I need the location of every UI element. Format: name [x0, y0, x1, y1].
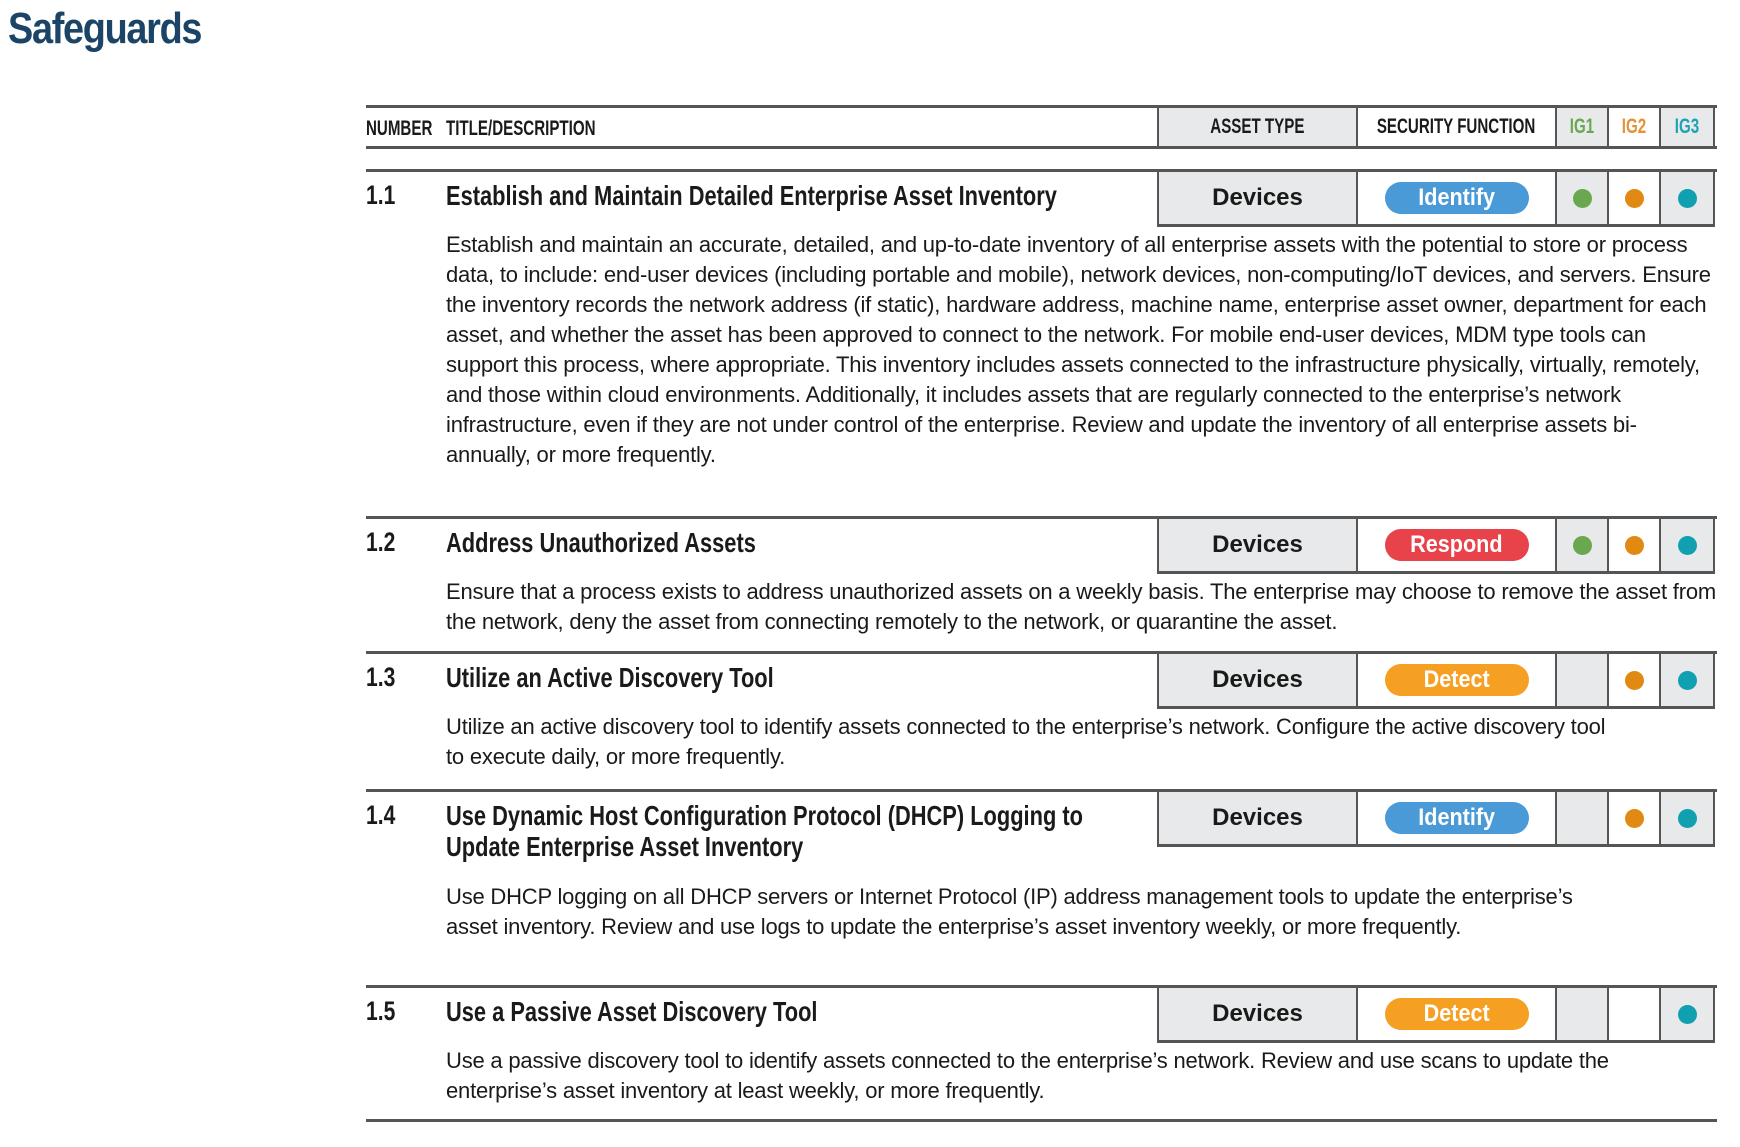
header-cells — [1157, 105, 1715, 149]
ig3-cell — [1661, 519, 1713, 571]
table-bottom-rule — [366, 1119, 1717, 1122]
security-function-cell — [1358, 519, 1557, 571]
header-ig2: IG2 — [1609, 108, 1661, 146]
ig2-dot-icon — [1625, 189, 1644, 208]
safeguard-description: Use DHCP logging on all DHCP servers or Internet Protocol (IP) address management tools to update the enterprise’s asset inventory. Review and use logs to update the enterprise’s asset inventory weekly, or more frequently. — [446, 884, 1573, 939]
ig2-cell — [1609, 792, 1661, 844]
identify-badge: Identify — [1385, 802, 1529, 834]
safeguard-title: Address Unauthorized Assets — [446, 527, 756, 558]
asset-type-cell: Devices — [1159, 519, 1358, 571]
safeguard-cells — [1157, 651, 1715, 709]
ig3-dot-icon — [1678, 189, 1697, 208]
page-title: Safeguards — [8, 4, 202, 53]
header-title-description: TITLE/DESCRIPTION — [446, 117, 596, 140]
ig1-cell — [1557, 988, 1609, 1040]
safeguard-cells — [1157, 985, 1715, 1043]
header-ig3: IG3 — [1661, 108, 1713, 146]
safeguard-number: 1.1 — [366, 180, 396, 210]
safeguard-description: Use a passive discovery tool to identify assets connected to the enterprise’s network. Review and use scans to update the enterprise’s asset inventory at least weekly, or more frequently. — [446, 1048, 1609, 1103]
safeguard-cells — [1157, 789, 1715, 847]
ig2-cell — [1609, 988, 1661, 1040]
safeguard-cells — [1157, 169, 1715, 227]
ig1-cell — [1557, 172, 1609, 224]
safeguard-number: 1.3 — [366, 662, 396, 692]
safeguard-number: 1.5 — [366, 996, 396, 1026]
security-function-cell — [1358, 792, 1557, 844]
header-ig1: IG1 — [1557, 108, 1609, 146]
ig2-dot-icon — [1625, 809, 1644, 828]
ig2-cell — [1609, 654, 1661, 706]
header-number: NUMBER — [366, 117, 433, 140]
safeguard-title: Use Dynamic Host Configuration Protocol (DHCP) Logging to Update Enterprise Asset Inventory — [446, 800, 1083, 862]
asset-type-cell: Devices — [1159, 988, 1358, 1040]
safeguard-title: Utilize an Active Discovery Tool — [446, 662, 774, 693]
ig1-cell — [1557, 792, 1609, 844]
security-function-cell — [1358, 988, 1557, 1040]
ig2-dot-icon — [1625, 536, 1644, 555]
detect-badge: Detect — [1385, 998, 1529, 1030]
ig3-dot-icon — [1678, 809, 1697, 828]
safeguards-table — [366, 105, 1717, 1103]
security-function-cell — [1358, 172, 1557, 224]
identify-badge: Identify — [1385, 182, 1529, 214]
safeguard-number: 1.2 — [366, 527, 396, 557]
ig1-cell — [1557, 654, 1609, 706]
safeguard-description: Ensure that a process exists to address unauthorized assets on a weekly basis. The enterprise may choose to remove the asset from the network, deny the asset from connecting remotely to the network, or quarantine the asset. — [446, 579, 1717, 634]
header-asset-type: ASSET TYPE — [1159, 108, 1358, 146]
safeguard-cells — [1157, 516, 1715, 574]
ig1-dot-icon — [1573, 189, 1592, 208]
safeguard-row — [366, 516, 1717, 634]
ig2-cell — [1609, 172, 1661, 224]
detect-badge: Detect — [1385, 664, 1529, 696]
ig3-cell — [1661, 172, 1713, 224]
ig1-cell — [1557, 519, 1609, 571]
asset-type-cell: Devices — [1159, 792, 1358, 844]
safeguard-number: 1.4 — [366, 800, 396, 830]
ig2-cell — [1609, 519, 1661, 571]
table-header — [366, 105, 1717, 149]
ig3-dot-icon — [1678, 1005, 1697, 1024]
safeguard-row — [366, 789, 1717, 939]
respond-badge: Respond — [1385, 529, 1529, 561]
ig1-dot-icon — [1573, 536, 1592, 555]
safeguard-title: Establish and Maintain Detailed Enterprise Asset Inventory — [446, 180, 1057, 211]
ig3-cell — [1661, 654, 1713, 706]
safeguard-row — [366, 651, 1717, 769]
ig3-cell — [1661, 988, 1713, 1040]
ig2-dot-icon — [1625, 671, 1644, 690]
asset-type-cell: Devices — [1159, 172, 1358, 224]
safeguard-description: Utilize an active discovery tool to identify assets connected to the enterprise’s network. Configure the active discovery tool to execute daily, or more frequently. — [446, 714, 1606, 769]
header-security-function: SECURITY FUNCTION — [1358, 108, 1557, 146]
safeguard-title: Use a Passive Asset Discovery Tool — [446, 996, 818, 1027]
safeguard-description: Establish and maintain an accurate, detailed, and up-to-date inventory of all enterprise assets with the potential to store or process data, to include: end-user devices (including portable and mobile), network devices, non-computing/IoT devices, and servers. Ensure the inventory records the network address (if static), hardware address, machine name, enterprise asset owner, department for each asset, and whether the asset has been approved to connect to the network. For mobile end-user devices, MDM type tools can support this process, where appropriate. This inventory includes assets connected to the infrastructure physically, virtually, remotely, and those within cloud environments. Additionally, it includes assets that are regularly connected to the enterprise’s network infrastructure, even if they are not under control of the enterprise. Review and update the inventory of all enterprise assets bi-annually, or more frequently. — [446, 232, 1711, 467]
safeguard-row — [366, 169, 1717, 467]
ig3-dot-icon — [1678, 536, 1697, 555]
ig3-cell — [1661, 792, 1713, 844]
asset-type-cell: Devices — [1159, 654, 1358, 706]
security-function-cell — [1358, 654, 1557, 706]
safeguard-row — [366, 985, 1717, 1103]
ig3-dot-icon — [1678, 671, 1697, 690]
